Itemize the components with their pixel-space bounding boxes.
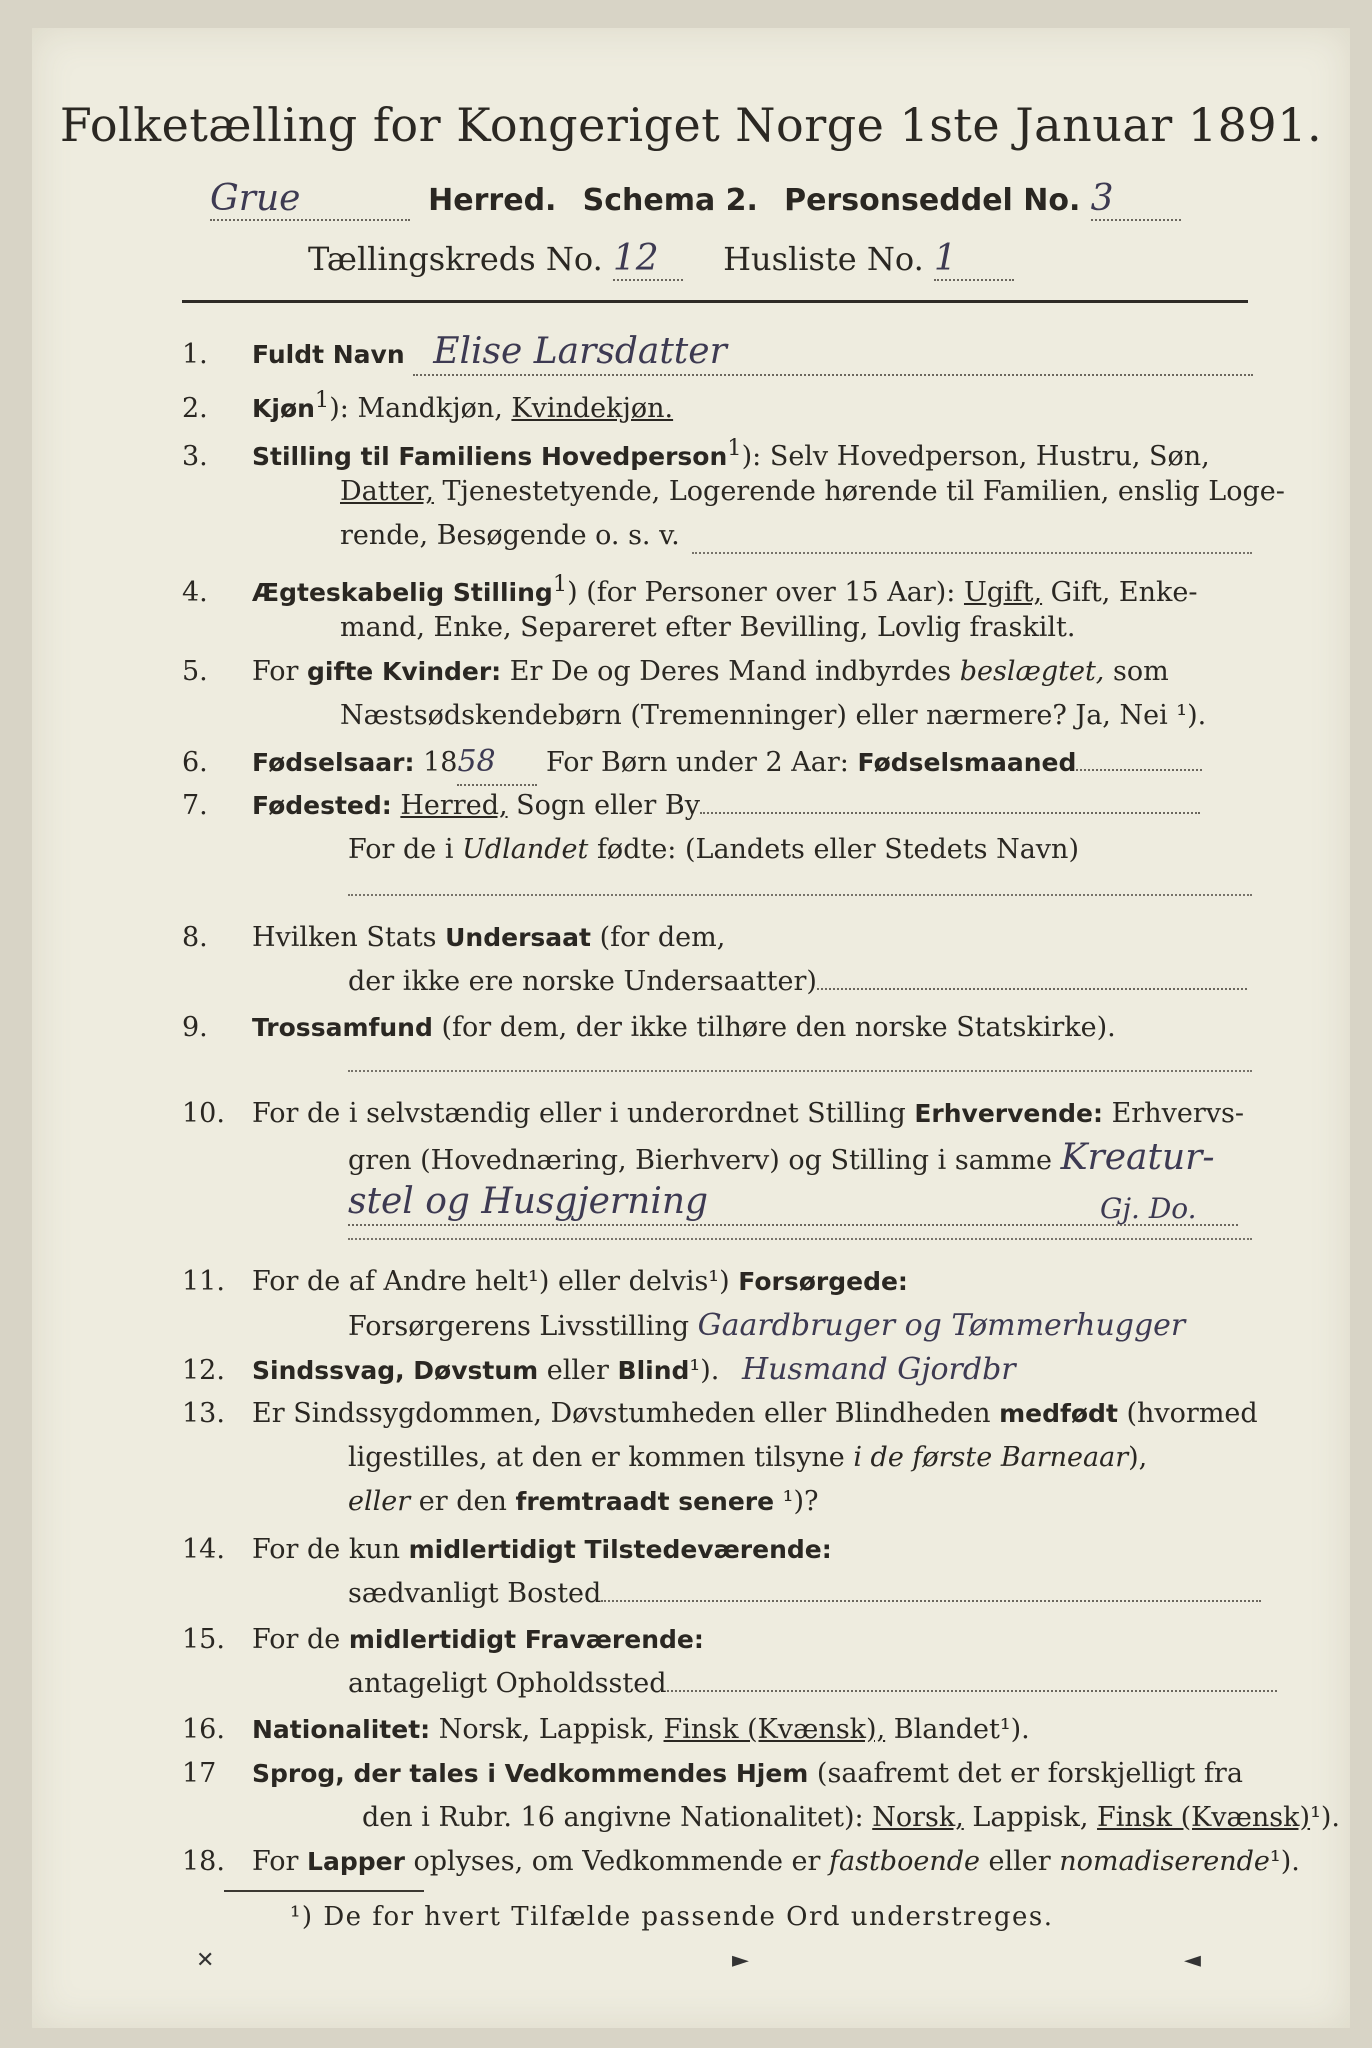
- underlined-option: Finsk (Kvænsk),: [663, 1714, 886, 1745]
- field-text: For: [252, 656, 308, 687]
- field-text: antageligt Opholdssted: [348, 1668, 667, 1699]
- field-10-erhverv: [182, 1092, 1262, 1136]
- field-number: 4.: [182, 577, 208, 608]
- registration-mark-icon: ✕: [196, 1948, 215, 1973]
- field-7-fodested: [182, 784, 1262, 828]
- field-label: Fødselsaar:: [252, 748, 415, 777]
- field-text: For Børn under 2 Aar:: [537, 747, 858, 778]
- field-number: 11.: [182, 1266, 225, 1297]
- taellingskreds-value: 12: [613, 238, 683, 281]
- field-text: Hvilken Stats: [252, 922, 446, 953]
- opholdssted-dots: [667, 1690, 1277, 1692]
- field-text: rende, Besøgende o. s. v.: [340, 520, 680, 551]
- italic-text: nomadiserende: [1059, 1846, 1270, 1877]
- field-label: Blind: [617, 1356, 690, 1385]
- field-1-fuldt-navn: [182, 330, 1262, 377]
- field-label: Forsørgede:: [738, 1267, 908, 1296]
- field-text: For de i: [348, 834, 463, 865]
- registration-mark-icon: ◄: [1184, 1948, 1201, 1973]
- field-number: 5.: [182, 656, 208, 687]
- field-text: (for dem,: [590, 922, 726, 953]
- bosted-dots: [601, 1600, 1261, 1602]
- taellingskreds-label: Tællingskreds No.: [308, 240, 603, 278]
- field-label: medfødt: [999, 1399, 1118, 1428]
- field-8-line-2: [348, 960, 1247, 1004]
- dotted-fill-line: [348, 894, 1252, 896]
- field-label: midlertidigt Tilstedeværende:: [408, 1535, 832, 1564]
- fodested-dots: [700, 812, 1200, 814]
- field-7-line-2: [348, 828, 1079, 872]
- field-text: gren (Hovednæring, Bierhverv) og Stilling i samme: [348, 1145, 1061, 1176]
- field-text: ¹).: [1310, 1802, 1341, 1833]
- field-15-line-2: [348, 1662, 1277, 1706]
- footnote-marker: 1: [727, 435, 742, 461]
- field-16-nationalitet: [182, 1708, 1262, 1752]
- field-text: ): Selv Hovedperson, Hustru, Søn,: [741, 441, 1210, 472]
- field-text: Erhvervs-: [1103, 1098, 1244, 1129]
- herred-value: Grue: [210, 178, 410, 221]
- field-text: eller: [538, 1355, 618, 1386]
- field-number: 14.: [182, 1534, 225, 1565]
- field-14-line-2: [348, 1572, 1261, 1616]
- field-text: Gift, Enke-: [1042, 577, 1198, 608]
- footnote-marker: 1: [552, 571, 568, 597]
- header-rule: [182, 300, 1248, 303]
- field-9-trossamfund: [182, 1006, 1262, 1050]
- field-text: (for dem, der ikke tilhøre den norske Statskirke).: [432, 1012, 1116, 1043]
- field-text: Blandet¹).: [885, 1714, 1030, 1745]
- field-label: Lapper: [307, 1847, 405, 1876]
- field-label: gifte Kvinder:: [307, 657, 502, 686]
- field-text: mand, Enke, Separeret efter Bevilling, Lovlig fraskilt.: [340, 612, 1076, 643]
- field-10-line-2: [348, 1136, 1215, 1183]
- dotted-fill-line: [348, 1070, 1252, 1072]
- field-text: ) (for Personer over 15 Aar):: [567, 577, 964, 608]
- field-text: ),: [1128, 1442, 1148, 1473]
- field-text: For de kun: [252, 1534, 409, 1565]
- dotted-fill-line: [692, 552, 1252, 554]
- field-number: 17: [182, 1758, 217, 1789]
- field-number: 3.: [182, 441, 208, 472]
- field-3-line-3: [340, 514, 680, 558]
- erhverv-value-part-2: stel og Husgjerning: [348, 1180, 1238, 1226]
- sindssvag-value: Husmand Gjordbr: [741, 1352, 1016, 1387]
- forsorger-value: Gaardbruger og Tømmerhugger: [697, 1308, 1186, 1343]
- field-label: Stilling til Familiens Hovedperson: [252, 442, 728, 471]
- field-text: Er De og Deres Mand indbyrdes: [501, 656, 960, 687]
- footnote-rule: [224, 1890, 424, 1892]
- field-text: der ikke ere norske Undersaatter): [348, 966, 817, 997]
- field-5-gifte-kvinder: [182, 650, 1262, 694]
- dotted-fill-line: [348, 1238, 1252, 1240]
- personseddel-value: 3: [1091, 178, 1181, 221]
- field-text: fødte: (Landets eller Stedets Navn): [588, 834, 1079, 865]
- underlined-option: Kvindekjøn.: [511, 393, 674, 424]
- field-text: Er Sindssygdommen, Døvstumheden eller Blindheden: [252, 1398, 1000, 1429]
- field-number: 18.: [182, 1846, 225, 1877]
- field-number: 7.: [182, 790, 208, 821]
- field-13-line-3: [348, 1480, 819, 1524]
- field-text: som: [1104, 656, 1169, 687]
- field-12-sindssvag: [182, 1348, 1262, 1393]
- year-prefix: 18: [414, 747, 458, 778]
- birth-year-value: 58: [457, 740, 537, 786]
- field-17-sprog: [182, 1752, 1262, 1796]
- field-number: 1.: [182, 339, 208, 370]
- field-text: er den: [410, 1486, 516, 1517]
- field-text: Forsørgerens Livsstilling: [348, 1311, 690, 1342]
- field-label: Fødselsmaaned: [857, 748, 1077, 777]
- field-18-lapper: [182, 1840, 1300, 1884]
- field-14-tilstedevaerende: [182, 1528, 1262, 1572]
- field-text: Sogn eller By: [507, 790, 700, 821]
- field-13-line-2: [348, 1436, 1147, 1480]
- herred-label: Herred.: [428, 183, 557, 218]
- field-text: Næstsødskendebørn (Tremenninger) eller nærmere? Ja, Nei ¹).: [340, 700, 1207, 731]
- field-label: Sindssvag, Døvstum: [252, 1356, 539, 1385]
- fodselsmaaned-dots: [1076, 769, 1202, 771]
- underlined-option: Norsk,: [872, 1802, 964, 1833]
- husliste-value: 1: [934, 238, 1014, 281]
- field-label: fremtraadt senere: [515, 1487, 775, 1516]
- italic-text: fastboende: [829, 1846, 980, 1877]
- field-label: Trossamfund: [252, 1013, 433, 1042]
- field-11-line-2: [348, 1304, 1185, 1349]
- field-label: Nationalitet:: [252, 1715, 431, 1744]
- field-text: sædvanligt Bosted: [348, 1578, 602, 1609]
- field-number: 9.: [182, 1012, 208, 1043]
- field-text: (hvormed: [1117, 1398, 1258, 1429]
- field-text: ): Mandkjøn,: [329, 393, 512, 424]
- field-text: eller: [979, 1846, 1060, 1877]
- field-text: For de: [252, 1624, 349, 1655]
- italic-text: i de første Barneaar: [853, 1442, 1129, 1473]
- field-text: Norsk, Lappisk,: [430, 1714, 664, 1745]
- italic-text: Udlandet: [462, 834, 589, 865]
- field-text: ¹)?: [774, 1486, 819, 1517]
- field-number: 10.: [182, 1098, 225, 1129]
- underlined-option: Datter,: [340, 476, 434, 507]
- field-5-line-2: [340, 694, 1206, 738]
- erhverv-value-part-1: Kreatur-: [1060, 1137, 1215, 1178]
- field-number: 12.: [182, 1355, 225, 1386]
- field-text: ¹).: [1269, 1846, 1300, 1877]
- field-label: Undersaat: [445, 923, 591, 952]
- field-17-line-2: [362, 1796, 1340, 1840]
- underlined-option: Ugift,: [963, 577, 1043, 608]
- field-label: Sprog, der tales i Vedkommendes Hjem: [252, 1759, 809, 1788]
- field-label: Kjøn: [252, 394, 315, 423]
- field-label: midlertidigt Fraværende:: [348, 1625, 704, 1654]
- field-text: Tjenestetyende, Logerende hørende til Familien, enslig Loge-: [433, 476, 1285, 507]
- name-value: Elise Larsdatter: [413, 330, 1253, 376]
- field-number: 2.: [182, 393, 208, 424]
- field-text: ¹).: [689, 1355, 720, 1386]
- personseddel-label: Personseddel No.: [784, 183, 1081, 218]
- field-11-forsorgede: [182, 1260, 1262, 1304]
- underlined-option: Finsk (Kvænsk): [1097, 1802, 1311, 1833]
- italic-text: eller: [348, 1486, 411, 1517]
- field-6-fodselsaar: [182, 740, 1262, 786]
- field-3-line-2: [340, 470, 1285, 514]
- field-number: 13.: [182, 1398, 225, 1429]
- field-text: (saafremt det er forskjelligt fra: [808, 1758, 1243, 1789]
- herred-line: [210, 178, 1181, 221]
- field-text: Lappisk,: [963, 1802, 1098, 1833]
- form-title: Folketælling for Kongeriget Norge 1ste Januar 1891.: [59, 98, 1323, 152]
- field-text: ligestilles, at den er kommen tilsyne: [348, 1442, 854, 1473]
- field-4-line-2: [340, 606, 1075, 650]
- field-number: 15.: [182, 1624, 225, 1655]
- field-label: Fuldt Navn: [252, 340, 405, 369]
- field-label: Ægteskabelig Stilling: [252, 578, 553, 607]
- schema-label: Schema 2.: [582, 183, 758, 218]
- field-13-medfodt: [182, 1392, 1262, 1436]
- field-text: For: [252, 1846, 308, 1877]
- field-label: Erhvervende:: [914, 1099, 1104, 1128]
- taellingskreds-line: [308, 238, 1014, 281]
- census-form-sheet: [32, 28, 1350, 2028]
- erhverv-annotation: Gj. Do.: [1100, 1192, 1197, 1225]
- field-text: For de af Andre helt¹) eller delvis¹): [252, 1266, 739, 1297]
- undersaat-dots: [817, 988, 1247, 990]
- field-text: den i Rubr. 16 angivne Nationalitet):: [362, 1802, 873, 1833]
- field-text: oplyses, om Vedkommende er: [404, 1846, 829, 1877]
- italic-text: beslægtet,: [959, 656, 1105, 687]
- field-number: 16.: [182, 1714, 225, 1745]
- husliste-label: Husliste No.: [723, 240, 924, 278]
- field-8-undersaat: [182, 916, 1262, 960]
- field-number: 8.: [182, 922, 208, 953]
- field-15-fravaerende: [182, 1618, 1262, 1662]
- field-number: 6.: [182, 747, 208, 778]
- registration-mark-icon: ►: [732, 1948, 749, 1973]
- footnote-marker: 1: [314, 387, 330, 413]
- underlined-option: Herred,: [400, 790, 508, 821]
- field-label: Fødested:: [252, 791, 392, 820]
- footnote: ¹) De for hvert Tilfælde passende Ord understreges.: [290, 1902, 1054, 1932]
- field-2-kjon: [182, 378, 1262, 431]
- field-text: For de i selvstændig eller i underordnet Stilling: [252, 1098, 915, 1129]
